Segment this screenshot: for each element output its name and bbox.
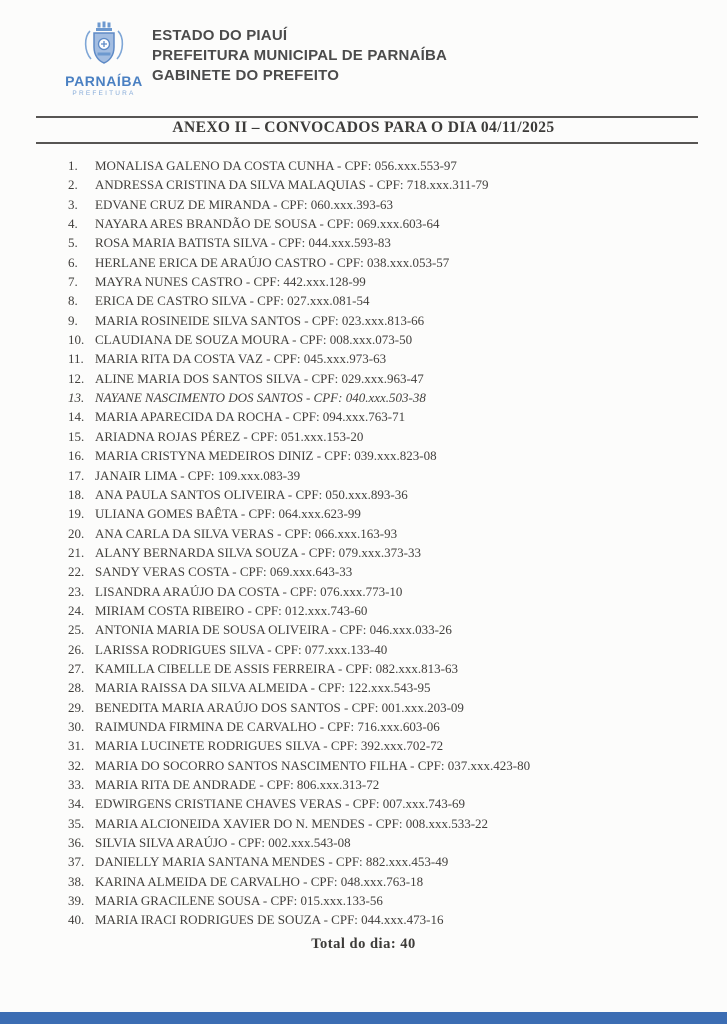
footer-bar — [0, 1012, 727, 1024]
list-item-text: SANDY VERAS COSTA - CPF: 069.xxx.643-33 — [95, 564, 353, 580]
list-item — [68, 698, 708, 717]
list-item-number: 22. — [68, 564, 85, 580]
list-item — [68, 214, 708, 233]
list-item-number: 17. — [68, 467, 85, 483]
list-item — [68, 891, 708, 910]
list-item-number: 9. — [68, 312, 78, 328]
list-item-text: NAYARA ARES BRANDÃO DE SOUSA - CPF: 069.xxx.603-64 — [95, 216, 440, 232]
list-item — [68, 775, 708, 794]
list-item-number: 34. — [68, 796, 85, 812]
list-item — [68, 524, 708, 543]
list-item-text: MARIA APARECIDA DA ROCHA - CPF: 094.xxx.763-71 — [95, 409, 406, 425]
list-item-number: 5. — [68, 235, 78, 251]
list-item-text: ERICA DE CASTRO SILVA - CPF: 027.xxx.081-54 — [95, 293, 370, 309]
list-item-number: 39. — [68, 893, 85, 909]
list-item — [68, 407, 708, 426]
list-item-number: 28. — [68, 680, 85, 696]
list-item-number: 23. — [68, 583, 85, 599]
list-item-text: CLAUDIANA DE SOUZA MOURA - CPF: 008.xxx.073-50 — [95, 332, 413, 348]
list-item-number: 40. — [68, 912, 85, 928]
list-item — [68, 427, 708, 446]
list-item — [68, 233, 708, 252]
list-item-text: MARIA ALCIONEIDA XAVIER DO N. MENDES - CPF: 008.xxx.533-22 — [95, 815, 489, 831]
list-item — [68, 291, 708, 310]
list-item-number: 4. — [68, 216, 78, 232]
list-item-number: 37. — [68, 854, 85, 870]
list-item-number: 24. — [68, 602, 85, 618]
list-item — [68, 756, 708, 775]
list-item-number: 35. — [68, 815, 85, 831]
list-item-text: ANA PAULA SANTOS OLIVEIRA - CPF: 050.xxx.893-36 — [95, 486, 408, 502]
list-item-text: LISANDRA ARAÚJO DA COSTA - CPF: 076.xxx.773-10 — [95, 583, 403, 599]
document-title: ANEXO II – CONVOCADOS PARA O DIA 04/11/2025 — [172, 119, 555, 136]
list-item-number: 38. — [68, 873, 85, 889]
list-item-number: 6. — [68, 254, 78, 270]
list-item-number: 26. — [68, 641, 85, 657]
list-item — [68, 640, 708, 659]
list-item — [68, 388, 708, 407]
list-item-text: BENEDITA MARIA ARAÚJO DOS SANTOS - CPF: 001.xxx.203-09 — [95, 699, 464, 715]
list-item-text: MIRIAM COSTA RIBEIRO - CPF: 012.xxx.743-60 — [95, 602, 368, 618]
list-item-number: 14. — [68, 409, 85, 425]
list-item-text: KAMILLA CIBELLE DE ASSIS FERREIRA - CPF: 082.xxx.813-63 — [95, 660, 458, 676]
list-item — [68, 872, 708, 891]
list-item — [68, 349, 708, 368]
list-item — [68, 466, 708, 485]
list-item-text: MARIA RAISSA DA SILVA ALMEIDA - CPF: 122.xxx.543-95 — [95, 680, 431, 696]
list-item-text: JANAIR LIMA - CPF: 109.xxx.083-39 — [95, 467, 301, 483]
list-item-text: ALANY BERNARDA SILVA SOUZA - CPF: 079.xxx.373-33 — [95, 544, 422, 560]
list-item-text: EDVANE CRUZ DE MIRANDA - CPF: 060.xxx.393-63 — [95, 196, 394, 212]
list-item-text: MARIA IRACI RODRIGUES DE SOUZA - CPF: 044.xxx.473-16 — [95, 912, 444, 928]
list-item-number: 20. — [68, 525, 85, 541]
list-item — [68, 195, 708, 214]
list-item-number: 36. — [68, 835, 85, 851]
list-item-text: MARIA CRISTYNA MEDEIROS DINIZ - CPF: 039.xxx.823-08 — [95, 448, 437, 464]
list-item-number: 33. — [68, 777, 85, 792]
list-item — [68, 311, 708, 330]
logo-subtitle: PREFEITURA — [72, 90, 136, 97]
list-item-number: 27. — [68, 660, 85, 676]
list-item — [68, 852, 708, 871]
list-item-text: RAIMUNDA FIRMINA DE CARVALHO - CPF: 716.xxx.603-06 — [95, 718, 440, 734]
list-item-text: MARIA RITA DA COSTA VAZ - CPF: 045.xxx.973-63 — [95, 351, 387, 367]
list-item — [68, 330, 708, 349]
list-item — [68, 601, 708, 620]
list-item-text: ANDRESSA CRISTINA DA SILVA MALAQUIAS - CPF: 718.xxx.311-79 — [95, 177, 489, 193]
list-item-number: 13. — [68, 390, 85, 406]
list-item — [68, 659, 708, 678]
list-item-text: ARIADNA ROJAS PÉREZ - CPF: 051.xxx.153-20 — [95, 428, 364, 444]
list-item-text: EDWIRGENS CRISTIANE CHAVES VERAS - CPF: 007.xxx.743-69 — [95, 796, 466, 812]
logo-wordmark: PARNAÍBA — [65, 73, 143, 89]
letterhead — [152, 26, 447, 86]
list-item — [68, 736, 708, 755]
list-item — [68, 794, 708, 813]
list-item — [68, 272, 708, 291]
total-line: Total do dia: 40 — [311, 936, 416, 952]
list-item-number: 15. — [68, 428, 85, 444]
list-item-text: ROSA MARIA BATISTA SILVA - CPF: 044.xxx.593-83 — [95, 235, 391, 251]
list-item — [68, 485, 708, 504]
list-item-number: 30. — [68, 718, 85, 734]
letterhead-line-state: ESTADO DO PIAUÍ — [152, 27, 288, 44]
list-item-number: 8. — [68, 293, 78, 309]
list-item-text: MARIA RITA DE ANDRADE - CPF: 806.xxx.313-72 — [95, 777, 380, 792]
list-item-number: 7. — [68, 274, 78, 290]
list-item — [68, 253, 708, 272]
list-item-text: MARIA GRACILENE SOUSA - CPF: 015.xxx.133-56 — [95, 893, 383, 909]
list-item-text: LARISSA RODRIGUES SILVA - CPF: 077.xxx.133-40 — [95, 641, 388, 657]
list-item-text: MONALISA GALENO DA COSTA CUNHA - CPF: 056.xxx.553-97 — [95, 158, 457, 173]
list-item-number: 29. — [68, 699, 85, 715]
list-item-number: 16. — [68, 448, 85, 464]
list-item — [68, 910, 708, 929]
list-item — [68, 369, 708, 388]
title-rule-top — [36, 116, 698, 118]
coat-of-arms-icon — [81, 20, 127, 72]
list-item-text: ULIANA GOMES BAÊTA - CPF: 064.xxx.623-99 — [95, 506, 361, 522]
list-item-number: 1. — [68, 158, 78, 173]
list-item — [68, 620, 708, 639]
list-item-text: DANIELLY MARIA SANTANA MENDES - CPF: 882.xxx.453-49 — [95, 854, 449, 870]
list-item-number: 3. — [68, 196, 78, 212]
list-item-text: ALINE MARIA DOS SANTOS SILVA - CPF: 029.xxx.963-47 — [95, 370, 424, 386]
list-item-number: 2. — [68, 177, 78, 193]
list-item — [68, 504, 708, 523]
list-item-number: 19. — [68, 506, 85, 522]
list-item-text: MARIA ROSINEIDE SILVA SANTOS - CPF: 023.xxx.813-66 — [95, 312, 425, 328]
list-item-number: 21. — [68, 544, 85, 560]
letterhead-line-gabinete: GABINETE DO PREFEITO — [152, 67, 340, 84]
list-item-number: 18. — [68, 486, 85, 502]
list-item-text: KARINA ALMEIDA DE CARVALHO - CPF: 048.xxx.763-18 — [95, 873, 424, 889]
list-item — [68, 582, 708, 601]
list-item — [68, 678, 708, 697]
list-item — [68, 814, 708, 833]
list-item-text: ANA CARLA DA SILVA VERAS - CPF: 066.xxx.163-93 — [95, 525, 398, 541]
list-item — [68, 833, 708, 852]
list-item-text: ANTONIA MARIA DE SOUSA OLIVEIRA - CPF: 046.xxx.033-26 — [95, 622, 452, 638]
list-item — [68, 446, 708, 465]
list-item-text: MARIA LUCINETE RODRIGUES SILVA - CPF: 392.xxx.702-72 — [95, 738, 444, 754]
list-item-number: 31. — [68, 738, 85, 754]
list-item-text: HERLANE ERICA DE ARAÚJO CASTRO - CPF: 038.xxx.053-57 — [95, 254, 450, 270]
list-item-number: 11. — [68, 351, 84, 367]
list-item-number: 32. — [68, 757, 85, 773]
list-item-text: SILVIA SILVA ARAÚJO - CPF: 002.xxx.543-08 — [95, 835, 351, 851]
list-item-number: 12. — [68, 370, 85, 386]
list-item — [68, 543, 708, 562]
list-item-number: 25. — [68, 622, 85, 638]
letterhead-line-prefeitura: PREFEITURA MUNICIPAL DE PARNAÍBA — [152, 47, 448, 64]
list-item-text: MARIA DO SOCORRO SANTOS NASCIMENTO FILHA - CPF: 037.xxx.423-80 — [95, 757, 531, 773]
parnaiba-logo — [56, 20, 152, 98]
list-item — [68, 717, 708, 736]
list-item-number: 10. — [68, 332, 85, 348]
list-item — [68, 562, 708, 581]
convocados-list — [68, 156, 708, 930]
list-item — [68, 156, 708, 175]
list-item — [68, 175, 708, 194]
list-item-text: NAYANE NASCIMENTO DOS SANTOS - CPF: 040.xxx.503-38 — [95, 390, 426, 406]
title-rule-bottom — [36, 142, 698, 144]
list-item-text: MAYRA NUNES CASTRO - CPF: 442.xxx.128-99 — [95, 274, 366, 290]
